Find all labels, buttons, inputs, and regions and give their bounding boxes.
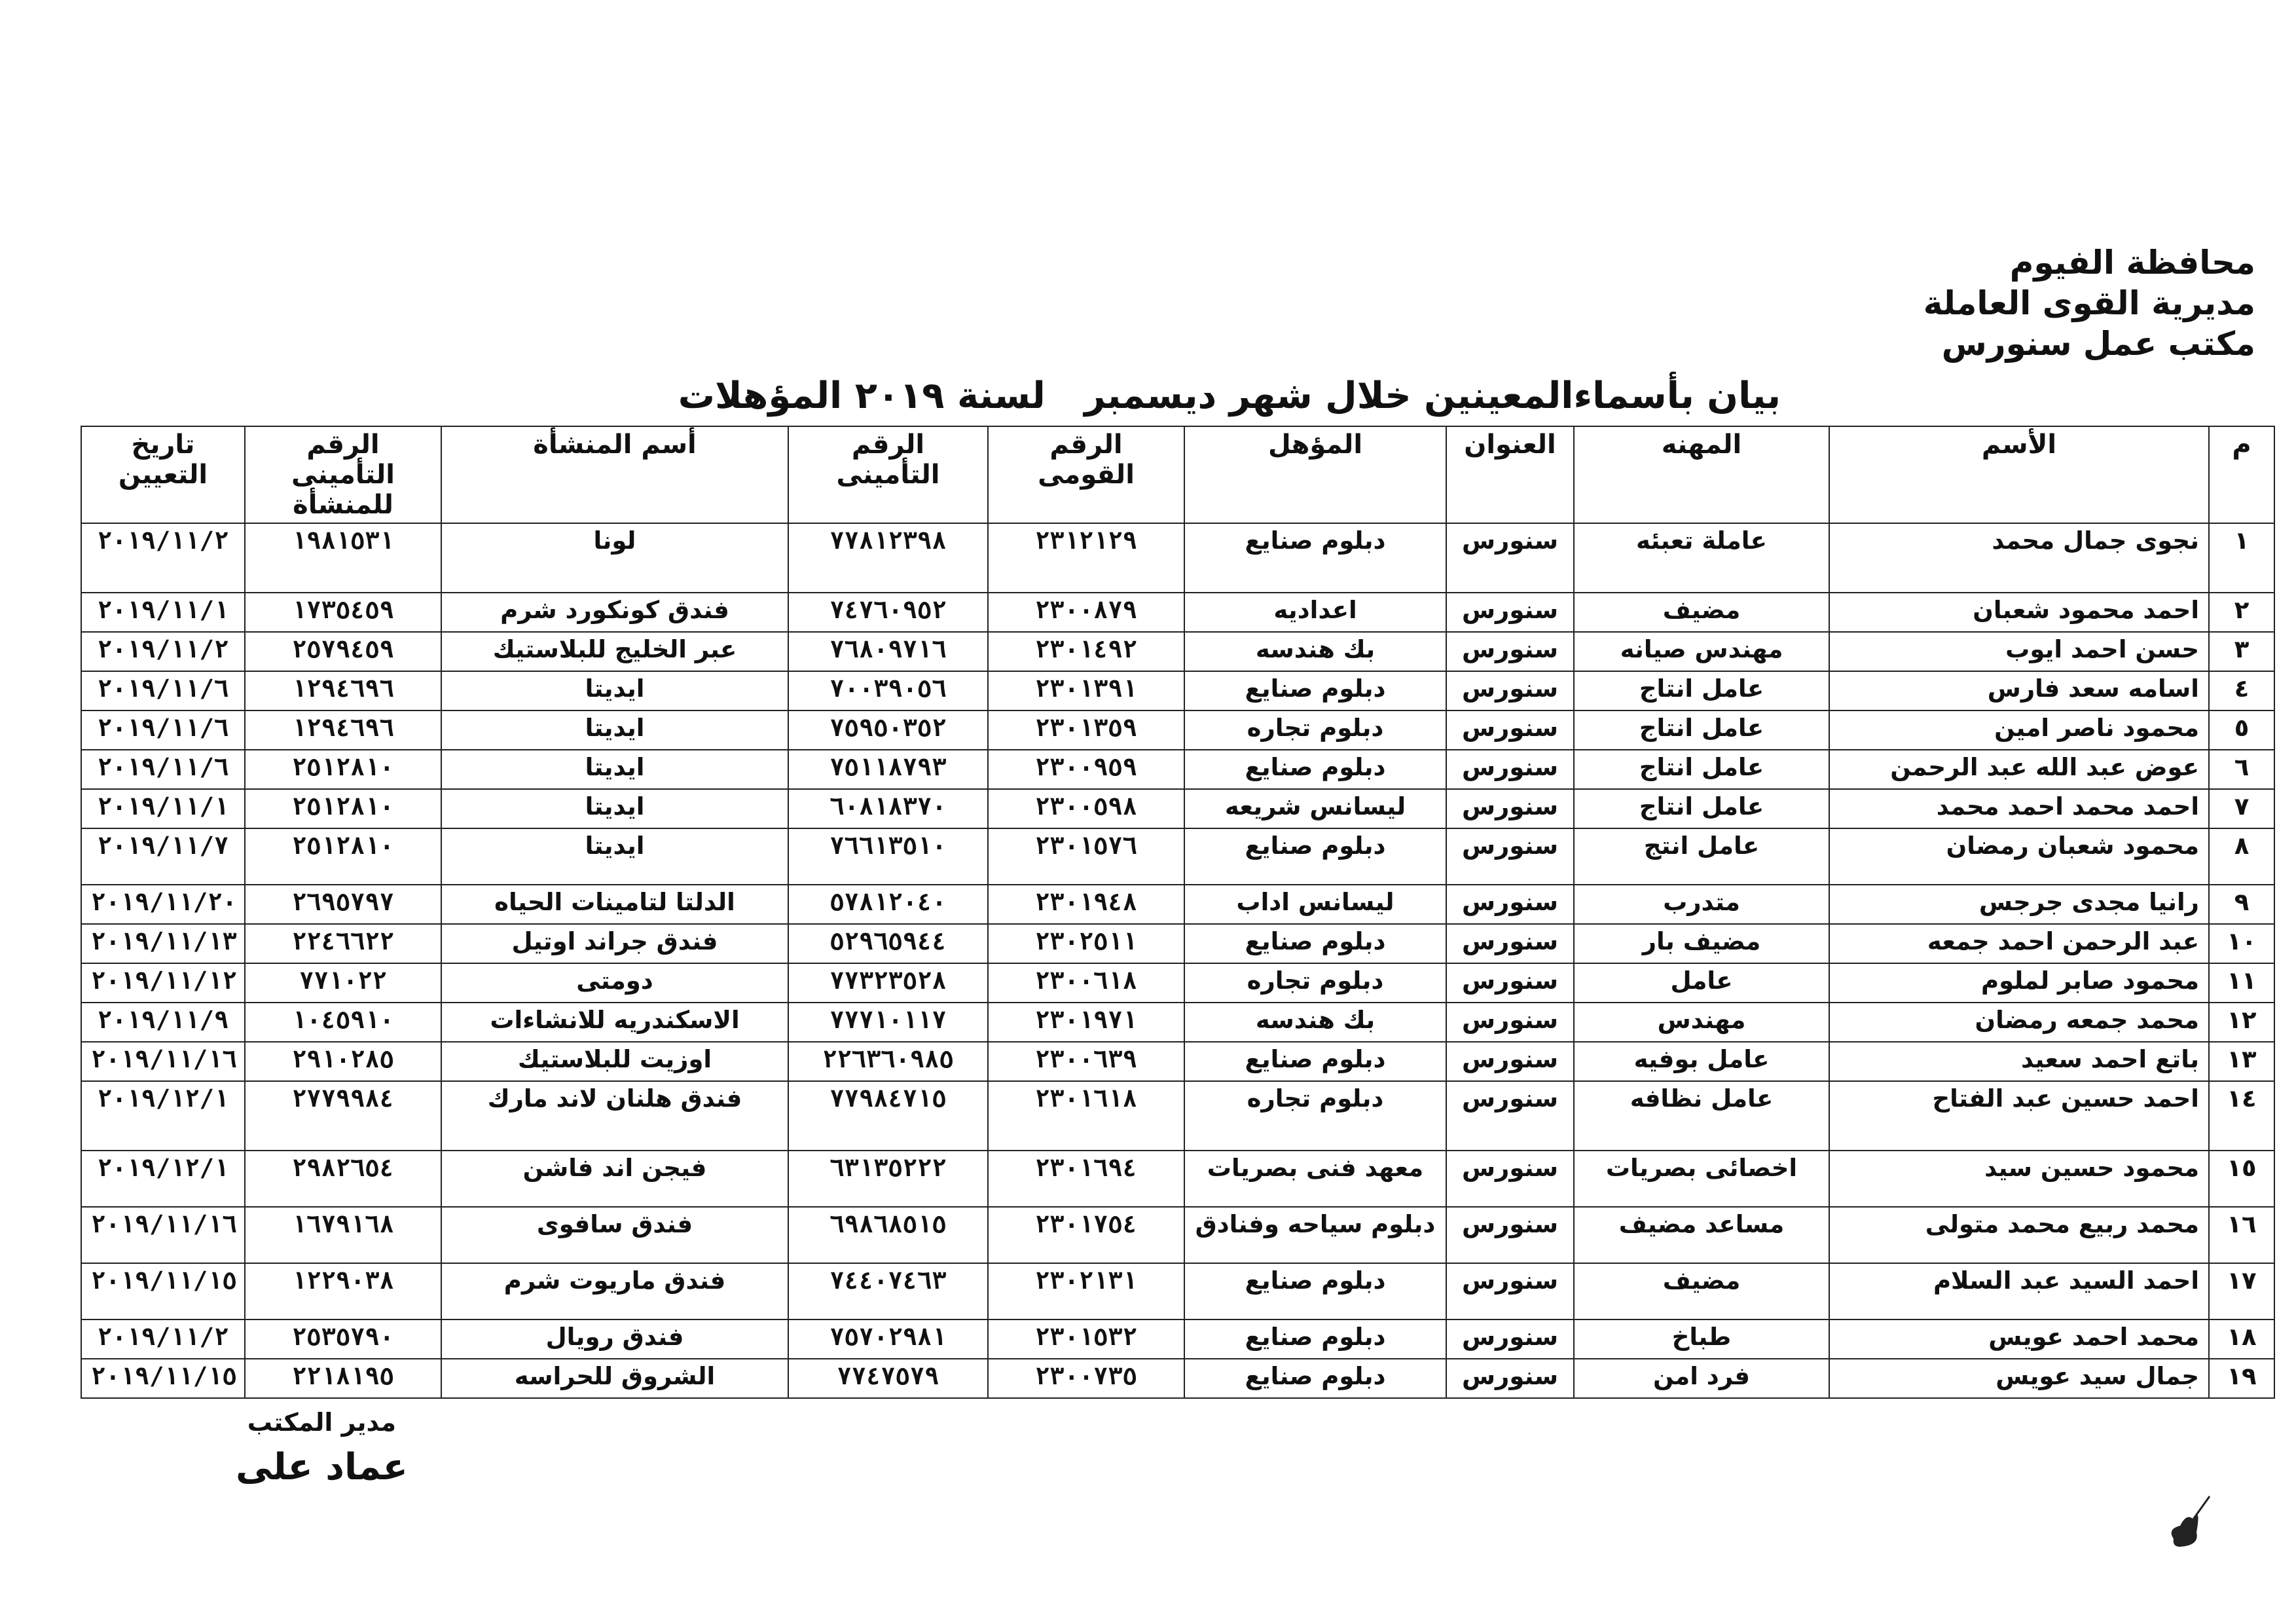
cell-national-id: ٢٣٠١٥٣٢ [988,1320,1184,1359]
cell-job: عامل [1574,963,1829,1003]
col-header-job: المهنه [1574,426,1829,523]
table-row [81,924,2274,963]
cell-establishment-insurance-no: ٢٥١٢٨١٠ [245,750,441,789]
cell-establishment: ايديتا [441,789,788,828]
cell-address: سنورس [1446,632,1574,671]
cell-appointment-date: ٢٠١٩/١١/١٦ [81,1207,245,1263]
cell-index: ١١ [2209,963,2274,1003]
cell-establishment: فندق كونكورد شرم [441,593,788,632]
cell-insurance-no: ٧٦٨٠٩٧١٦ [788,632,988,671]
cell-address: سنورس [1446,789,1574,828]
cell-qualification: اعداديه [1184,593,1446,632]
signature-block [236,1408,408,1488]
table-row [81,710,2274,750]
cell-address: سنورس [1446,1320,1574,1359]
cell-insurance-no: ٥٢٩٦٥٩٤٤ [788,924,988,963]
cell-qualification: دبلوم صنايع [1184,924,1446,963]
cell-index: ١٩ [2209,1359,2274,1398]
cell-establishment: الدلتا لتامينات الحياه [441,885,788,924]
cell-index: ٨ [2209,828,2274,885]
cell-appointment-date: ٢٠١٩/١١/٢ [81,632,245,671]
cell-establishment-insurance-no: ٧٧١٠٢٢ [245,963,441,1003]
cell-establishment: فندق هلنان لاند مارك [441,1081,788,1151]
cell-qualification: دبلوم صنايع [1184,1042,1446,1081]
cell-insurance-no: ٥٧٨١٢٠٤٠ [788,885,988,924]
cell-qualification: دبلوم صنايع [1184,750,1446,789]
table-row [81,593,2274,632]
cell-address: سنورس [1446,710,1574,750]
cell-establishment: الشروق للحراسه [441,1359,788,1398]
cell-qualification: دبلوم تجاره [1184,710,1446,750]
cell-national-id: ٢٣١٢١٢٩ [988,523,1184,593]
cell-national-id: ٢٣٠٢١٣١ [988,1263,1184,1320]
cell-appointment-date: ٢٠١٩/١١/٦ [81,710,245,750]
cell-establishment-insurance-no: ١٩٨١٥٣١ [245,523,441,593]
cell-index: ١٢ [2209,1003,2274,1042]
cell-address: سنورس [1446,1151,1574,1207]
cell-insurance-no: ٧٥٩٥٠٣٥٢ [788,710,988,750]
cell-insurance-no: ٧٧٤٧٥٧٩ [788,1359,988,1398]
cell-job: مهندس صيانه [1574,632,1829,671]
cell-job: طباخ [1574,1320,1829,1359]
cell-qualification: دبلوم صنايع [1184,1263,1446,1320]
cell-job: عامل نظافه [1574,1081,1829,1151]
cell-index: ٦ [2209,750,2274,789]
cell-name: محمد احمد عويس [1829,1320,2209,1359]
cell-index: ١٠ [2209,924,2274,963]
cell-index: ١٤ [2209,1081,2274,1151]
cell-insurance-no: ٢٢٦٣٦٠٩٨٥ [788,1042,988,1081]
cell-establishment-insurance-no: ١٠٤٥٩١٠ [245,1003,441,1042]
table-row [81,1359,2274,1398]
col-header-insurance-no: الرقم التأمينى [788,426,988,523]
cell-address: سنورس [1446,1359,1574,1398]
cell-establishment-insurance-no: ٢٥١٢٨١٠ [245,789,441,828]
cell-appointment-date: ٢٠١٩/١١/٧ [81,828,245,885]
cell-job: عامل بوفيه [1574,1042,1829,1081]
table-row [81,1151,2274,1207]
cell-national-id: ٢٣٠٠٩٥٩ [988,750,1184,789]
cell-national-id: ٢٣٠٠٥٩٨ [988,789,1184,828]
cell-job: عامل انتاج [1574,671,1829,710]
directorate-label: مديرية القوى العاملة [1923,284,2255,322]
cell-address: سنورس [1446,1263,1574,1320]
cell-name: محمود حسين سيد [1829,1151,2209,1207]
cell-qualification: دبلوم صنايع [1184,1320,1446,1359]
cell-establishment: ايديتا [441,750,788,789]
col-header-national-id: الرقم القومى [988,426,1184,523]
cell-qualification: دبلوم صنايع [1184,828,1446,885]
cell-establishment-insurance-no: ١٧٣٥٤٥٩ [245,593,441,632]
cell-job: مساعد مضيف [1574,1207,1829,1263]
cell-national-id: ٢٣٠١٧٥٤ [988,1207,1184,1263]
cell-insurance-no: ٧٠٠٣٩٠٥٦ [788,671,988,710]
cell-name: احمد حسين عبد الفتاح [1829,1081,2209,1151]
cell-index: ١٣ [2209,1042,2274,1081]
cell-establishment: فندق سافوى [441,1207,788,1263]
cell-name: عوض عبد الله عبد الرحمن [1829,750,2209,789]
cell-address: سنورس [1446,1003,1574,1042]
col-header-establishment: أسم المنشأة [441,426,788,523]
cell-national-id: ٢٣٠١٣٥٩ [988,710,1184,750]
office-label: مكتب عمل سنورس [1941,325,2255,363]
header-block [1923,242,2255,364]
cell-insurance-no: ٦٩٨٦٨٥١٥ [788,1207,988,1263]
cell-index: ١٨ [2209,1320,2274,1359]
cell-job: عامل انتج [1574,828,1829,885]
cell-establishment: ايديتا [441,828,788,885]
col-header-appointment-date: تاريخ التعيين [81,426,245,523]
cell-insurance-no: ٧٦٦١٣٥١٠ [788,828,988,885]
table-row [81,523,2274,593]
cell-national-id: ٢٣٠٠٦١٨ [988,963,1184,1003]
cell-name: محمود صابر لملوم [1829,963,2209,1003]
cell-index: ٥ [2209,710,2274,750]
cell-national-id: ٢٣٠٢٥١١ [988,924,1184,963]
title-year: لسنة ٢٠١٩ المؤهلات [678,375,1046,417]
cell-national-id: ٢٣٠١٩٤٨ [988,885,1184,924]
signature-name: عماد على [236,1446,408,1488]
cell-index: ٩ [2209,885,2274,924]
col-header-establishment-insurance-no: الرقم التأمينى للمنشأة [245,426,441,523]
table-row [81,1042,2274,1081]
table-row [81,632,2274,671]
cell-establishment-insurance-no: ٢٥١٢٨١٠ [245,828,441,885]
cell-name: باتع احمد سعيد [1829,1042,2209,1081]
cell-insurance-no: ٧٧٨١٢٣٩٨ [788,523,988,593]
cell-insurance-no: ٧٤٤٠٧٤٦٣ [788,1263,988,1320]
cell-name: محمد جمعه رمضان [1829,1003,2209,1042]
cell-index: ١٦ [2209,1207,2274,1263]
cell-appointment-date: ٢٠١٩/١١/٢ [81,523,245,593]
cell-establishment: عبر الخليج للبلاستيك [441,632,788,671]
cell-establishment: فندق ماريوت شرم [441,1263,788,1320]
cell-name: رانيا مجدى جرجس [1829,885,2209,924]
cell-index: ١٧ [2209,1263,2274,1320]
cell-qualification: دبلوم سياحه وفنادق [1184,1207,1446,1263]
cell-national-id: ٢٣٠١٦٩٤ [988,1151,1184,1207]
cell-establishment-insurance-no: ٢٦٩٥٧٩٧ [245,885,441,924]
cell-establishment-insurance-no: ٢٩٨٢٦٥٤ [245,1151,441,1207]
cell-job: فرد امن [1574,1359,1829,1398]
cell-address: سنورس [1446,750,1574,789]
cell-establishment-insurance-no: ٢٢١٨١٩٥ [245,1359,441,1398]
cell-address: سنورس [1446,828,1574,885]
cell-appointment-date: ٢٠١٩/١١/١٦ [81,1042,245,1081]
cell-index: ٤ [2209,671,2274,710]
cell-appointment-date: ٢٠١٩/١١/٩ [81,1003,245,1042]
cell-index: ٢ [2209,593,2274,632]
cell-appointment-date: ٢٠١٩/١١/٢٠ [81,885,245,924]
cell-insurance-no: ٦٣١٣٥٢٢٢ [788,1151,988,1207]
cell-qualification: ليسانس شريعه [1184,789,1446,828]
cell-establishment: فيجن اند فاشن [441,1151,788,1207]
cell-national-id: ٢٣٠١٦١٨ [988,1081,1184,1151]
cell-appointment-date: ٢٠١٩/١١/٢ [81,1320,245,1359]
cell-appointment-date: ٢٠١٩/١٢/١ [81,1151,245,1207]
cell-appointment-date: ٢٠١٩/١١/٦ [81,750,245,789]
table-row [81,963,2274,1003]
col-header-name: الأسم [1829,426,2209,523]
cell-index: ١٥ [2209,1151,2274,1207]
cell-address: سنورس [1446,593,1574,632]
cell-establishment-insurance-no: ١٢٢٩٠٣٨ [245,1263,441,1320]
cell-index: ٣ [2209,632,2274,671]
cell-name: احمد محمود شعبان [1829,593,2209,632]
cell-establishment-insurance-no: ١٢٩٤٦٩٦ [245,710,441,750]
cell-appointment-date: ٢٠١٩/١١/١٥ [81,1263,245,1320]
appointees-table [81,426,2275,1399]
table-row [81,885,2274,924]
cell-national-id: ٢٣٠١٣٩١ [988,671,1184,710]
cell-establishment-insurance-no: ٢٢٤٦٦٢٢ [245,924,441,963]
cell-establishment-insurance-no: ١٦٧٩١٦٨ [245,1207,441,1263]
col-header-index: م [2209,426,2274,523]
cell-appointment-date: ٢٠١٩/١١/١٣ [81,924,245,963]
cell-qualification: دبلوم تجاره [1184,963,1446,1003]
cell-establishment: فندق جراند اوتيل [441,924,788,963]
cell-qualification: دبلوم صنايع [1184,523,1446,593]
cell-national-id: ٢٣٠١٤٩٢ [988,632,1184,671]
cell-address: سنورس [1446,523,1574,593]
cell-name: نجوى جمال محمد [1829,523,2209,593]
cell-insurance-no: ٦٠٨١٨٣٧٠ [788,789,988,828]
cell-establishment-insurance-no: ١٢٩٤٦٩٦ [245,671,441,710]
cell-qualification: دبلوم صنايع [1184,1359,1446,1398]
table-row [81,1081,2274,1151]
cell-appointment-date: ٢٠١٩/١١/١ [81,593,245,632]
cell-appointment-date: ٢٠١٩/١١/١٥ [81,1359,245,1398]
cell-address: سنورس [1446,924,1574,963]
cell-qualification: معهد فنى بصريات [1184,1151,1446,1207]
ink-blot-mark [2160,1493,2219,1552]
table-row [81,1320,2274,1359]
cell-establishment-insurance-no: ٢٩١٠٢٨٥ [245,1042,441,1081]
cell-name: حسن احمد ايوب [1829,632,2209,671]
cell-job: مضيف [1574,593,1829,632]
cell-name: اسامه سعد فارس [1829,671,2209,710]
table-row [81,1263,2274,1320]
cell-name: احمد محمد احمد محمد [1829,789,2209,828]
cell-job: اخصائى بصريات [1574,1151,1829,1207]
table-row [81,789,2274,828]
cell-establishment-insurance-no: ٢٧٧٩٩٨٤ [245,1081,441,1151]
cell-qualification: دبلوم صنايع [1184,671,1446,710]
cell-national-id: ٢٣٠١٥٧٦ [988,828,1184,885]
cell-national-id: ٢٣٠٠٨٧٩ [988,593,1184,632]
cell-job: متدرب [1574,885,1829,924]
cell-qualification: ليسانس اداب [1184,885,1446,924]
cell-index: ٧ [2209,789,2274,828]
cell-appointment-date: ٢٠١٩/١٢/١ [81,1081,245,1151]
cell-job: عاملة تعبئه [1574,523,1829,593]
cell-appointment-date: ٢٠١٩/١١/١ [81,789,245,828]
cell-appointment-date: ٢٠١٩/١١/١٢ [81,963,245,1003]
cell-job: عامل انتاج [1574,710,1829,750]
cell-qualification: دبلوم تجاره [1184,1081,1446,1151]
cell-address: سنورس [1446,671,1574,710]
col-header-address: العنوان [1446,426,1574,523]
cell-national-id: ٢٣٠٠٦٣٩ [988,1042,1184,1081]
cell-name: محمود شعبان رمضان [1829,828,2209,885]
cell-insurance-no: ٧٧٧١٠١١٧ [788,1003,988,1042]
cell-name: محمد ربيع محمد متولى [1829,1207,2209,1263]
cell-establishment: فندق رويال [441,1320,788,1359]
cell-job: مضيف [1574,1263,1829,1320]
table-header-row [81,426,2274,523]
table-row [81,1207,2274,1263]
signature-title: مدير المكتب [247,1408,397,1437]
governorate-label: محافظة الفيوم [2009,244,2255,282]
table-row [81,671,2274,710]
cell-establishment-insurance-no: ٢٥٧٩٤٥٩ [245,632,441,671]
cell-insurance-no: ٧٤٧٦٠٩٥٢ [788,593,988,632]
cell-job: عامل انتاج [1574,750,1829,789]
cell-address: سنورس [1446,963,1574,1003]
cell-national-id: ٢٣٠١٩٧١ [988,1003,1184,1042]
cell-qualification: بك هندسه [1184,1003,1446,1042]
table-row [81,1003,2274,1042]
cell-name: محمود ناصر امين [1829,710,2209,750]
cell-address: سنورس [1446,1207,1574,1263]
table-body [81,523,2274,1398]
table-row [81,828,2274,885]
cell-address: سنورس [1446,885,1574,924]
cell-establishment: ايديتا [441,671,788,710]
cell-establishment: الاسكندريه للانشاءات [441,1003,788,1042]
cell-insurance-no: ٧٧٣٢٣٥٢٨ [788,963,988,1003]
cell-address: سنورس [1446,1042,1574,1081]
cell-job: مهندس [1574,1003,1829,1042]
cell-establishment: ايديتا [441,710,788,750]
cell-insurance-no: ٧٧٩٨٤٧١٥ [788,1081,988,1151]
cell-establishment: اوزيت للبلاستيك [441,1042,788,1081]
cell-insurance-no: ٧٥١١٨٧٩٣ [788,750,988,789]
cell-name: احمد السيد عبد السلام [1829,1263,2209,1320]
table-row [81,750,2274,789]
cell-address: سنورس [1446,1081,1574,1151]
cell-qualification: بك هندسه [1184,632,1446,671]
cell-job: مضيف بار [1574,924,1829,963]
cell-index: ١ [2209,523,2274,593]
cell-establishment: دومتى [441,963,788,1003]
document-title [678,375,1781,417]
cell-job: عامل انتاج [1574,789,1829,828]
cell-national-id: ٢٣٠٠٧٣٥ [988,1359,1184,1398]
cell-name: عبد الرحمن احمد جمعه [1829,924,2209,963]
title-main: بيان بأسماءالمعينين خلال شهر ديسمبر [1084,375,1781,417]
cell-name: جمال سيد عويس [1829,1359,2209,1398]
cell-insurance-no: ٧٥٧٠٢٩٨١ [788,1320,988,1359]
col-header-qualification: المؤهل [1184,426,1446,523]
cell-establishment: لونا [441,523,788,593]
cell-appointment-date: ٢٠١٩/١١/٦ [81,671,245,710]
cell-establishment-insurance-no: ٢٥٣٥٧٩٠ [245,1320,441,1359]
